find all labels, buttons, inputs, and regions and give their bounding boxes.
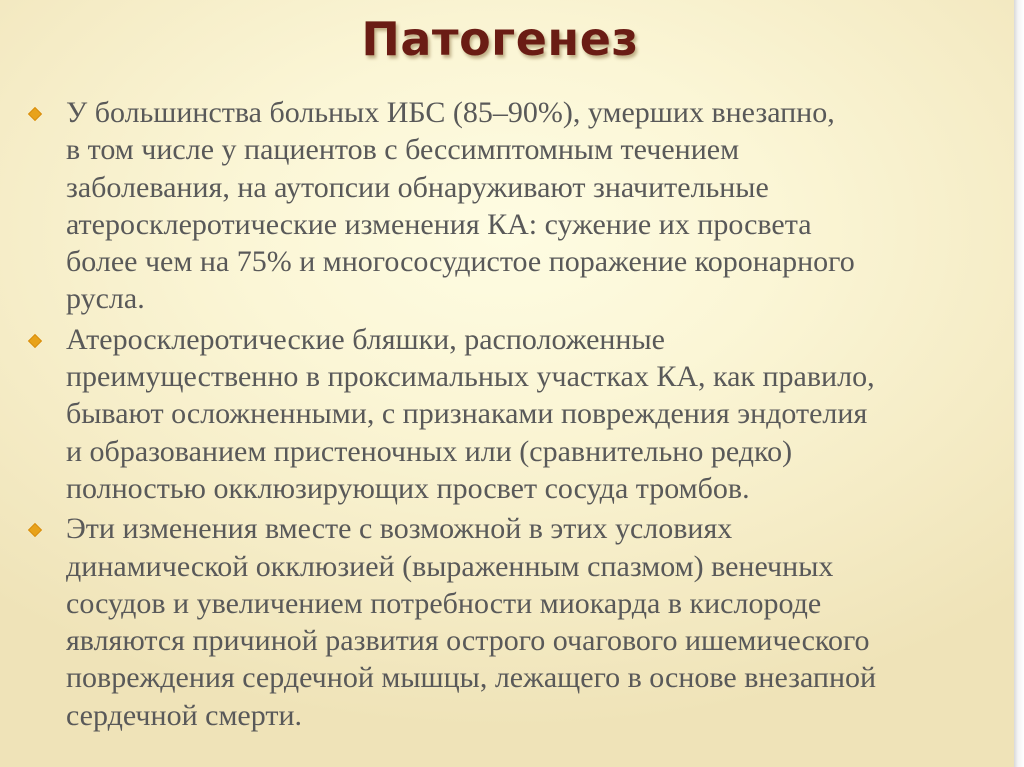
bullet-text: Эти изменения вместе с возможной в этих условиях динамической окклюзией (выраженным спазмом) венечных сосудов и увеличением потребности миокарда в кислороде являются причиной развития острого очагового ишемического повреждения сердечной мышцы, лежащего в основе внезапной сердечной смерти. bbox=[66, 512, 877, 732]
bullet-list bbox=[0, 94, 1014, 737]
diamond-bullet-icon bbox=[28, 334, 42, 348]
bullet-item-1 bbox=[0, 94, 1014, 318]
bullet-item-2 bbox=[0, 321, 1014, 507]
bullet-text: Атеросклеротические бляшки, расположенные преимущественно в проксимальных участках КА, как правило, бывают осложненными, с признаками повреждения эндотелия и образованием пристеночных или (сравнительно редко) полностью окклюзирующих просвет сосуда тромбов. bbox=[66, 322, 875, 505]
diamond-bullet-icon bbox=[28, 107, 42, 121]
page-edge-shadow bbox=[1014, 0, 1024, 767]
bullet-item-3 bbox=[0, 510, 1014, 734]
slide-title: Патогенез bbox=[361, 12, 639, 66]
bullet-text: У большинства больных ИБС (85–90%), умерших внезапно, в том числе у пациентов с бессимптомным течением заболевания, на аутопсии обнаруживают значительные атеросклеротические изменения КА: сужение их просвета более чем на 75% и многососудистое поражение коронарного русла. bbox=[66, 96, 855, 316]
diamond-bullet-icon bbox=[28, 523, 42, 537]
